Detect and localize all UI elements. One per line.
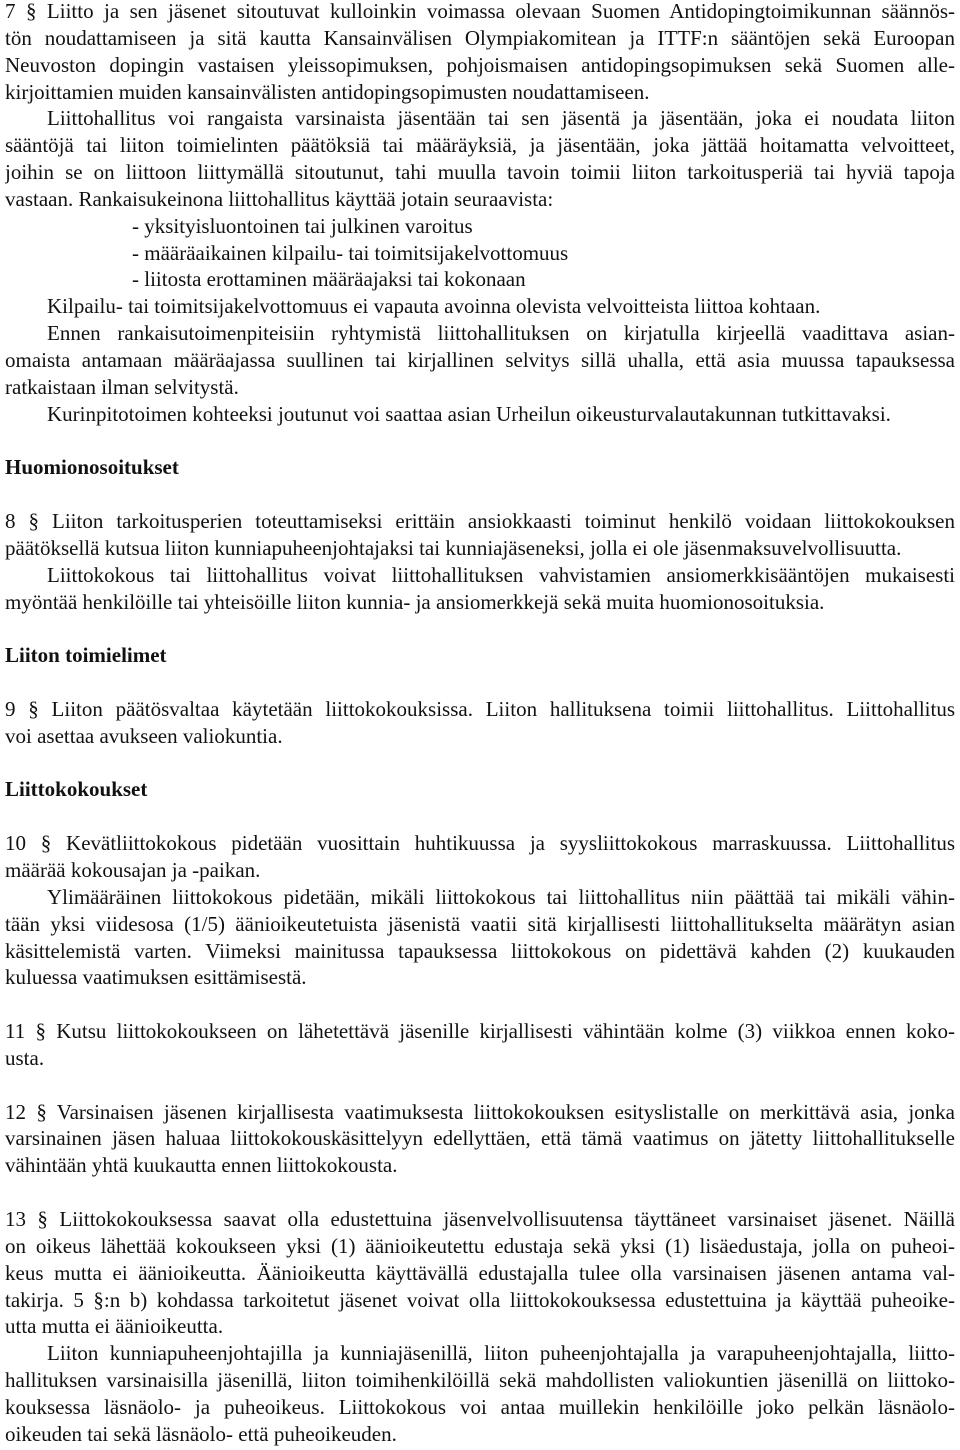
paragraph-line: Liiton kunniapuheenjohtajilla ja kunniajäsenillä, liiton puheenjohtajalla ja varapuheenjohtajalla, liitto- — [47, 1341, 955, 1366]
paragraph-line: joihin se on liittoon liittymällä sitoutunut, tahi muulla tavoin toimii liiton tarkoitusperiä tai hyviä tapoja — [5, 160, 955, 185]
paragraph-line: kouksessa läsnäolo- ja puheoikeus. Liittokokous voi antaa muillekin henkilöille joko pelkän läsnäolo- — [5, 1394, 955, 1419]
paragraph-line: käsittelemistä varten. Viimeksi mainitussa tapauksessa liittokokous on pidettävä kahden (2) kuukauden — [5, 938, 955, 963]
paragraph-line: vastaan. Rankaisukeinona liittohallitus käyttää jotain seuraavista: — [5, 186, 554, 211]
paragraph-line: Liittohallitus voi rangaista varsinaista jäsentään tai sen jäsentä ja jäsentään, joka ei noudata liiton — [47, 106, 955, 131]
paragraph-line: varsinainen jäsen haluaa liittokokouskäsittelyyn edellyttäen, että tämä vaatimus on jätetty liittohallitukselle — [5, 1126, 955, 1151]
paragraph-line: utta mutta ei äänioikeutta. — [5, 1314, 224, 1339]
paragraph-line: Kilpailu- tai toimitsijakelvottomuus ei vapauta avoinna olevista velvoitteista liittoa kohtaan. — [47, 294, 821, 319]
sanction-list-item: - yksityisluontoinen tai julkinen varoitus — [132, 213, 473, 238]
section-heading: Liittokokoukset — [5, 777, 148, 802]
paragraph-line: oikeuden tai sekä läsnäolo- että puheoikeuden. — [5, 1421, 397, 1446]
paragraph-line: keus mutta ei äänioikeutta. Äänioikeutta käyttävällä edustajalla tulee olla varsinaisen jäsenen antama val- — [5, 1260, 955, 1285]
paragraph-line: tään yksi viidesosa (1/5) äänioikeutetuista jäsenistä vaatii sitä kirjallisesti liittohallitukselta määrätyn asian — [5, 911, 955, 936]
section-number: 10 § — [5, 831, 52, 856]
paragraph-line — [5, 830, 955, 857]
paragraph-line: tön noudattamiseen ja sitä kautta Kansainvälisen Olympiakomitean ja ITTF:n sääntöjen sekä Euroopan — [5, 25, 955, 50]
paragraph-line: vähintään yhtä kuukautta ennen liittokokousta. — [5, 1153, 398, 1178]
paragraph-line: määrää kokousajan ja -paikan. — [5, 858, 261, 882]
paragraph-line: omaista antamaan määräajassa suullinen tai kirjallinen selvitys sillä uhalla, että asia muussa tapauksessa — [5, 347, 955, 372]
paragraph-line: Neuvoston dopingin vastaisen yleissopimuksen, pohjoismaisen antidopingsopimuksen sekä Suomen alle- — [5, 52, 955, 77]
section-number: 9 § — [5, 696, 39, 721]
section-number: 11 § — [5, 1019, 46, 1044]
paragraph-line — [5, 1018, 955, 1045]
paragraph-line: hallituksen varsinaisilla jäsenillä, liiton toimihenkilöillä sekä mahdollisten valiokuntien jäsenillä on liittoko- — [5, 1368, 955, 1393]
paragraph-line — [5, 508, 955, 535]
section-7 — [5, 0, 955, 428]
line-text: Liitto ja sen jäsenet sitoutuvat kulloinkin voimassa olevaan Suomen Antidopingtoimikunnan säännös- — [46, 0, 955, 23]
paragraph-line — [5, 1206, 955, 1233]
paragraph-line — [5, 0, 955, 25]
paragraph-line: usta. — [5, 1045, 45, 1070]
paragraph-line: Liittokokous tai liittohallitus voivat liittohallituksen vahvistamien ansiomerkkisääntöjen mukaisesti — [47, 562, 955, 587]
line-text: Liiton tarkoitusperien toteuttamiseksi erittäin ansiokkaasti toiminut henkilö voidaan liittokokouksen — [52, 509, 955, 534]
paragraph-line: ratkaistaan ilman selvitystä. — [5, 374, 239, 399]
line-text: Liittokokouksessa saavat olla edustettuina jäsenvelvollisuutensa täyttäneet varsinaiset jäsenet. Näillä — [59, 1206, 955, 1231]
paragraph-line: kirjoittamien muiden kansainvälisten antidopingsopimusten noudattamiseen. — [5, 79, 650, 104]
paragraph-line: voi asettaa avukseen valiokuntia. — [5, 723, 283, 748]
section-number: 13 § — [5, 1206, 48, 1231]
section-12 — [5, 1099, 955, 1180]
sanction-list-item: - liitosta erottaminen määräajaksi tai kokonaan — [132, 267, 526, 292]
paragraph-line — [5, 1099, 955, 1126]
section-9 — [5, 696, 955, 750]
paragraph-line: kuluessa vaatimuksen esittämisestä. — [5, 965, 307, 990]
section-number: 7 § — [5, 0, 37, 23]
paragraph-line — [5, 696, 955, 723]
section-number: 8 § — [5, 509, 39, 534]
paragraph-line: Kurinpitotoimen kohteeksi joutunut voi saattaa asian Urheilun oikeusturvalautakunnan tutkittavaksi. — [47, 401, 891, 426]
sanction-list-item: - määräaikainen kilpailu- tai toimitsijakelvottomuus — [132, 240, 569, 265]
paragraph-line: Ennen rankaisutoimenpiteisiin ryhtymistä liittohallituksen on kirjatulla kirjeellä vaadittava asian- — [47, 321, 955, 346]
line-text: Liiton päätösvaltaa käytetään liittokokouksissa. Liiton hallituksena toimii liittohallitus. Liittohallitus — [51, 696, 955, 721]
paragraph-line: myöntää henkilöille tai yhteisöille liiton kunnia- ja ansiomerkkejä sekä muita huomionosoituksia. — [5, 589, 825, 614]
section-11 — [5, 1018, 955, 1072]
paragraph-line: on oikeus lähettää kokoukseen yksi (1) äänioikeutettu edustaja sekä yksi (1) lisäedustaja, jolla on puheoi- — [5, 1233, 955, 1258]
line-text: Kutsu liittokokoukseen on lähetettävä jäsenille kirjallisesti vähintään kolme (3) viikkoa ennen koko- — [56, 1019, 955, 1044]
paragraph-line: sääntöjä tai liiton toimielinten päätöksiä tai määräyksiä, ja jäsentään, joka jättää hoitamatta velvoitteet, — [5, 133, 955, 158]
document-page — [5, 0, 955, 1448]
section-13 — [5, 1206, 955, 1448]
section-number: 12 § — [5, 1099, 47, 1124]
section-10 — [5, 830, 955, 991]
line-text: Kevätliittokokous pidetään vuosittain huhtikuussa ja syysliittokokous marraskuussa. Liittohallitus — [66, 831, 955, 856]
section-heading: Liiton toimielimet — [5, 643, 167, 668]
section-8 — [5, 508, 955, 615]
paragraph-line: takirja. 5 §:n b) kohdassa tarkoitetut jäsenet voivat olla liittokokouksessa edustettuina ja käyttää puheoike- — [5, 1287, 955, 1312]
section-heading: Huomionosoitukset — [5, 455, 179, 480]
paragraph-line: päätöksellä kutsua liiton kunniapuheenjohtajaksi tai kunniajäseneksi, jolla ei ole jäsenmaksuvelvollisuutta. — [5, 535, 902, 560]
paragraph-line: Ylimääräinen liittokokous pidetään, mikäli liittokokous tai liittohallitus niin päättää tai mikäli vähin- — [47, 884, 955, 909]
line-text: Varsinaisen jäsenen kirjallisesta vaatimuksesta liittokokouksen esityslistalle on merkittävä asia, jonka — [56, 1099, 955, 1124]
